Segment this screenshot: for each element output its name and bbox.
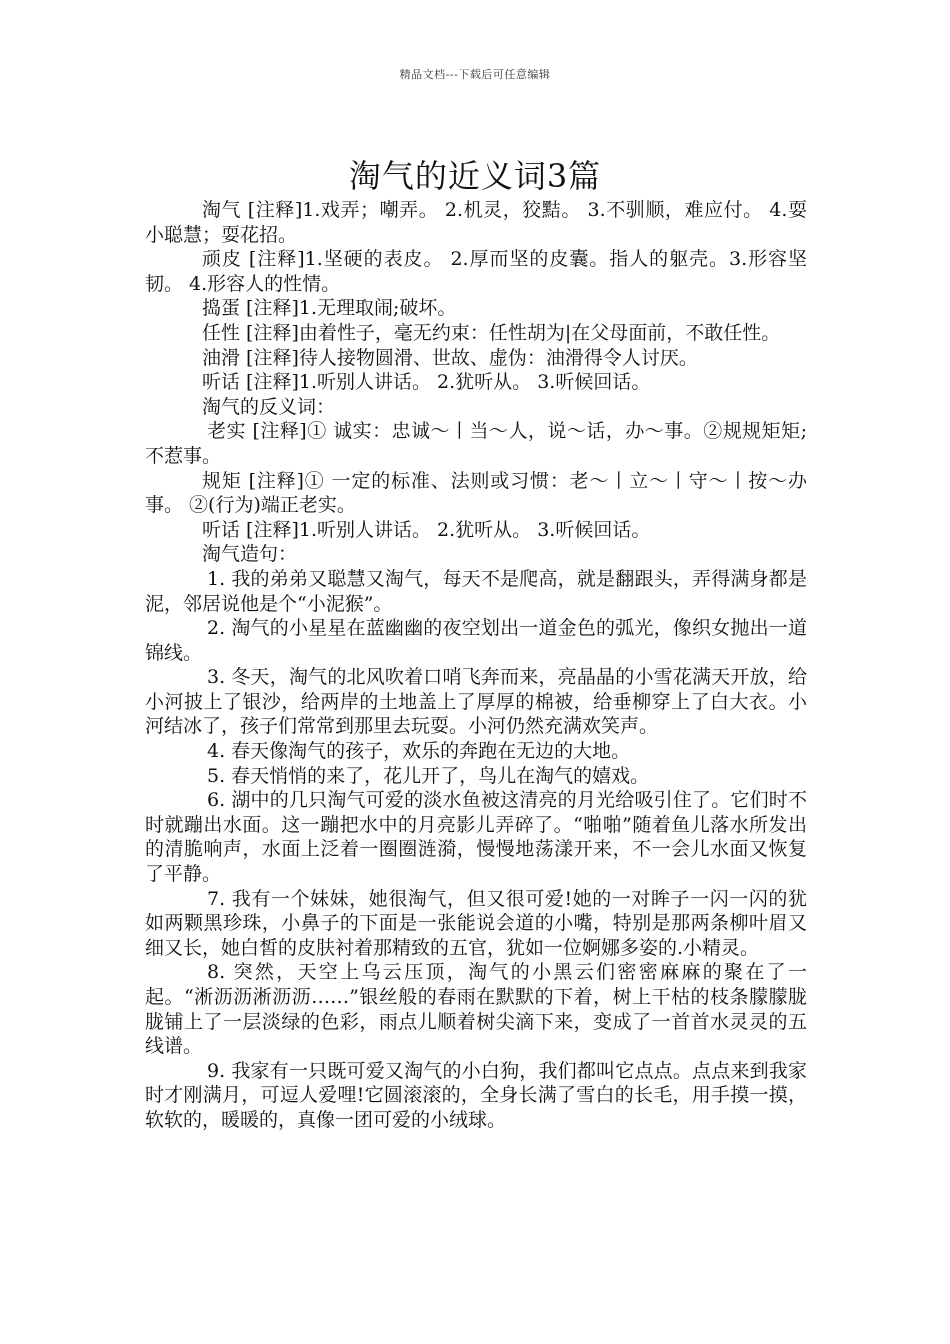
paragraph-tinghua-definition: 听话 [注释]1.听别人讲话。 2.犹听从。 3.听候回话。 [202,371,651,394]
sentence-1: 1. 我的弟弟又聪慧又淘气，每天不是爬高，就是翻跟头，弄得满身都是泥，邻居说他是个“小泥猴”。 [145,567,807,615]
document-body [145,198,807,1133]
paragraph-renxing-definition: 任性 [注释]由着性子，毫无约束：任性胡为|在父母面前，不敢任性。 [202,321,781,344]
paragraph-daodan-definition: 捣蛋 [注释]1.无理取闹;破坏。 [202,297,457,320]
paragraph-youhua-definition: 油滑 [注释]待人接物圆滑、世故、虚伪：油滑得令人讨厌。 [202,346,698,369]
section-heading-sentences: 淘气造句： [202,543,298,566]
sentence-8: 8. 突然，天空上乌云压顶，淘气的小黑云们密密麻麻的聚在了一起。“淅沥沥淅沥沥……”银丝般的春雨在默默的下着，树上干枯的枝条朦朦胧胧铺上了一层淡绿的色彩，雨点儿顺着树尖滴下来，变成了一首首水灵灵的五线谱。 [145,961,807,1058]
paragraph-laoshi-definition: 老实 [注释]① 诚实：忠诚～丨当～人，说～话，办～事。②规规矩矩;不惹事。 [145,420,807,467]
document-title: 淘气的近义词3篇 [348,157,602,196]
sentence-5: 5. 春天悄悄的来了，花儿开了，鸟儿在淘气的嬉戏。 [207,764,650,787]
paragraph-tinghua-definition-2: 听话 [注释]1.听别人讲话。 2.犹听从。 3.听候回话。 [202,518,651,541]
sentence-7: 7. 我有一个妹妹，她很淘气，但又很可爱!她的一对眸子一闪一闪的犹如两颗黑珍珠，小鼻子的下面是一张能说会道的小嘴，特别是那两条柳叶眉又细又长，她白皙的皮肤衬着那精致的五官，犹如一位婀娜多姿的.小精灵。 [145,887,807,959]
sentence-3: 3. 冬天，淘气的北风吹着口哨飞奔而来，亮晶晶的小雪花满天开放，给小河披上了银沙，给两岸的土地盖上了厚厚的棉被，给垂柳穿上了白大衣。小河结冰了，孩子们常常到那里去玩耍。小河仍然充满欢笑声。 [145,666,807,738]
paragraph-taoqi-definition: 淘气 [注释]1.戏弄；嘲弄。 2.机灵，狡黠。 3.不驯顺，难应付。 4.耍小聪慧；耍花招。 [145,199,807,246]
sentence-2: 2. 淘气的小星星在蓝幽幽的夜空划出一道金色的弧光，像织女抛出一道锦线。 [145,617,807,664]
section-heading-antonyms: 淘气的反义词： [202,395,336,418]
sentence-6: 6. 湖中的几只淘气可爱的淡水鱼被这清亮的月光给吸引住了。它们时不时就蹦出水面。这一蹦把水中的月亮影儿弄碎了。“啪啪”随着鱼儿落水所发出的清脆响声，水面上泛着一圈圈涟漪，慢慢地荡漾开来，不一会儿水面又恢复了平静。 [145,789,807,886]
sentence-9: 9. 我家有一只既可爱又淘气的小白狗，我们都叫它点点。点点来到我家时才刚满月，可逗人爱哩!它圆滚滚的，全身长满了雪白的长毛，用手摸一摸，软软的，暖暖的，真像一团可爱的小绒球。 [145,1059,807,1131]
header-note: 精品文档---下载后可任意编辑 [399,68,551,81]
paragraph-wanpi-definition: 顽皮 [注释]1.坚硬的表皮。 2.厚而坚的皮囊。指人的躯壳。3.形容坚韧。 4.形容人的性情。 [145,248,807,295]
paragraph-guiju-definition: 规矩 [注释]① 一定的标准、法则或习惯：老～丨立～丨守～丨按～办事。 ②(行为)端正老实。 [145,469,807,517]
sentence-4: 4. 春天像淘气的孩子，欢乐的奔跑在无边的大地。 [207,740,631,763]
